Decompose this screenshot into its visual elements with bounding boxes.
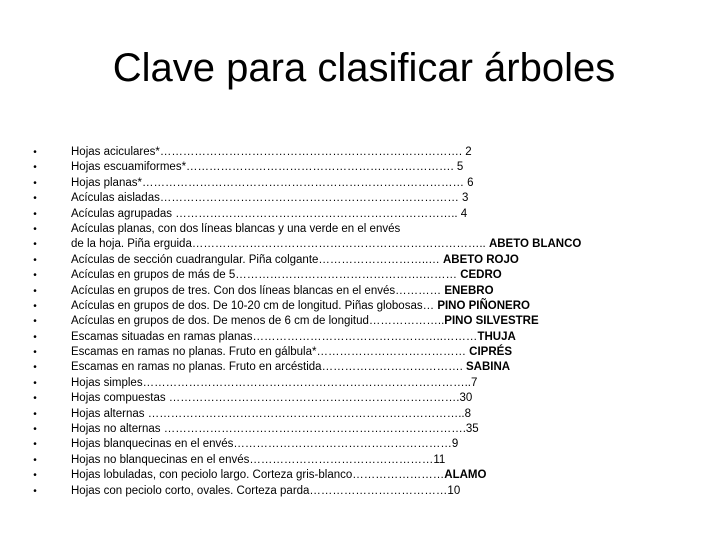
tree-name: PINO SILVESTRE [444,315,539,328]
bullet-icon: • [33,147,37,158]
bullet-icon: • [33,177,37,189]
item-text: Hojas aciculares*……………………………………………………………………. 2 [71,146,472,158]
tree-name: ENEBRO [444,284,494,297]
bullet-icon: • [33,331,37,343]
item-text: Acículas de sección cuadrangular. Piña colgante………………………..… [71,253,443,266]
list-item [30,176,720,191]
bullet-icon: • [33,223,37,235]
list-item [30,453,720,468]
bullet-icon: • [33,239,37,251]
list-item [30,207,720,222]
bullet-icon: • [33,393,37,405]
list-item [30,422,720,437]
bullet-icon: • [33,162,37,174]
item-text: Hojas alternas ………………………………………………………………………..8 [71,407,471,420]
bullet-icon: • [33,300,37,312]
list-item [30,360,720,375]
tree-name: ABETO ROJO [443,253,519,266]
item-text: de la hoja. Piña erguida………………………………………………………………….. [71,238,489,251]
item-text: Hojas lobuladas, con peciolo largo. Corteza gris-blanco…………………… [71,469,445,482]
bullet-icon: • [33,454,37,466]
bullet-icon: • [33,362,37,374]
tree-name: CEDRO [460,269,502,282]
item-text: Acículas en grupos de dos. De 10-20 cm de longitud. Piñas globosas… [71,299,438,312]
bullet-icon: • [33,285,37,297]
list-item [30,160,720,175]
tree-name: THUJA [477,330,516,343]
tree-name: PINO PIÑONERO [437,299,530,312]
bullet-icon: • [33,377,37,389]
list-item [30,345,720,360]
bullet-icon: • [33,485,37,497]
item-text: Acículas en grupos de más de 5………………………………………….……… [71,269,461,282]
list-item [30,391,720,406]
list-item [30,299,720,314]
list-item [30,191,720,206]
bullet-icon: • [33,439,37,451]
item-text: Hojas simples…………………………………………………………………………..7 [71,376,478,389]
item-text: Escamas en ramas no planas. Fruto en arcéstida………………………………. [71,361,466,374]
list-item [30,330,720,345]
bullet-icon: • [33,193,37,205]
list-item [30,484,720,499]
item-text: Hojas no alternas …………………………………………………………………….35 [71,423,479,436]
item-text: Escamas en ramas no planas. Fruto en gálbula*………………………………… [71,346,470,359]
list-item [30,222,720,237]
list-item [30,437,720,452]
list-item [30,268,720,283]
item-text: Hojas escuamiformes*……………………………………………………………. 5 [71,161,464,174]
item-text: Acículas aisladas…………………………………………………………………… 3 [71,192,469,205]
tree-name: ABETO BLANCO [488,238,582,251]
list-item [30,145,720,160]
bullet-icon: • [33,347,37,359]
list-item [30,237,720,252]
item-text: Hojas compuestas ………………………………………………………………….30 [71,392,473,405]
bullet-icon: • [33,470,37,482]
list-item [30,468,720,483]
item-text: Hojas no blanquecinas en el envés…………………………………………11 [71,453,446,466]
list-item [30,314,720,329]
key-list [30,145,720,499]
item-text: Hojas blanquecinas en el envés…………………………………………………9 [71,438,459,451]
item-text: Acículas en grupos de dos. De menos de 6 cm de longitud……………….. [71,315,445,328]
list-item [30,407,720,422]
item-text: Acículas en grupos de tres. Con dos líneas blancas en el envés………… [71,284,445,297]
bullet-icon: • [33,424,37,436]
list-item [30,284,720,299]
page-title: Clave para clasificar árboles [112,46,616,90]
item-text: Acículas planas, con dos líneas blancas y una verde en el envés [71,222,401,235]
tree-name: SABINA [465,361,511,374]
bullet-icon: • [33,270,37,282]
bullet-icon: • [33,408,37,420]
item-text: Acículas agrupadas ……………………………………………………………….. 4 [71,207,468,220]
item-text: Hojas planas*………………………………………………………………………… 6 [71,176,474,189]
bullet-icon: • [33,208,37,220]
list-item [30,376,720,391]
tree-name: CIPRÉS [469,346,512,359]
item-text: Hojas con peciolo corto, ovales. Corteza parda………………………………10 [71,484,461,497]
tree-name: ALAMO [444,469,487,482]
list-item [30,253,720,268]
bullet-icon: • [33,254,37,266]
item-text: Escamas situadas en ramas planas…………………………………………..……… [71,330,478,343]
bullet-icon: • [33,316,37,328]
